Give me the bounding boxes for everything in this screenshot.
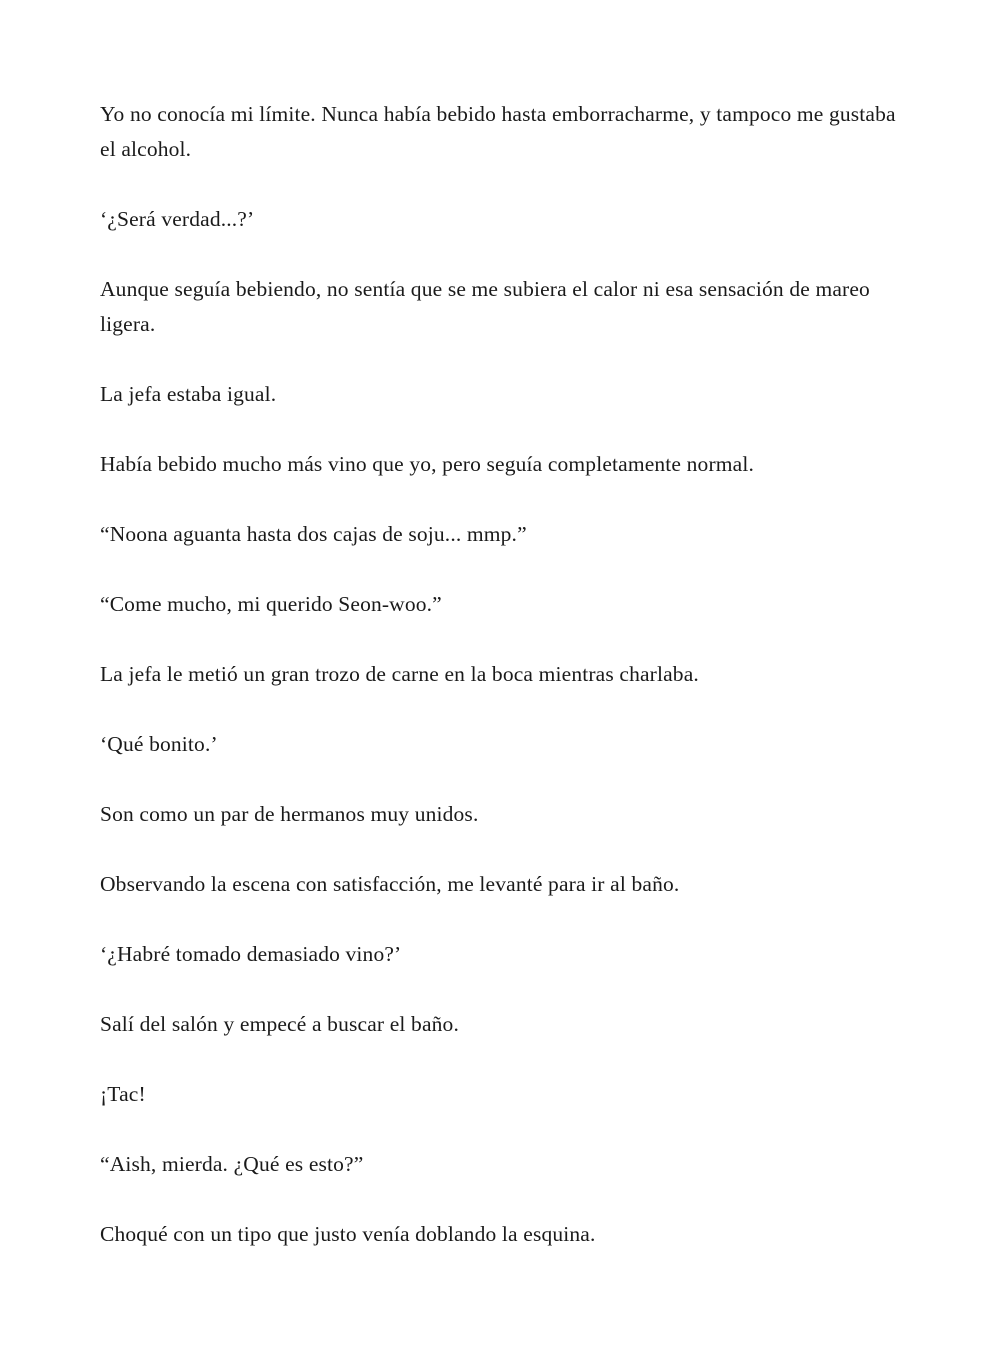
paragraph-narration: Observando la escena con satisfacción, me levanté para ir al baño. [100,872,680,896]
paragraph-sound-effect: ¡Tac! [100,1082,146,1106]
paragraph-narration: Yo no conocía mi límite. Nunca había bebido hasta emborracharme, y tampoco me gustaba el alcohol. [100,102,896,161]
paragraph-thought: ‘Qué bonito.’ [100,732,218,756]
paragraph-narration: Choqué con un tipo que justo venía doblando la esquina. [100,1222,596,1246]
paragraph-narration: Había bebido mucho más vino que yo, pero seguía completamente normal. [100,452,754,476]
paragraph-dialogue: “Come mucho, mi querido Seon-woo.” [100,592,442,616]
paragraph-narration: Aunque seguía bebiendo, no sentía que se me subiera el calor ni esa sensación de mareo ligera. [100,277,870,336]
paragraph-narration: La jefa estaba igual. [100,382,277,406]
paragraph-narration: Salí del salón y empecé a buscar el baño. [100,1012,459,1036]
paragraph-narration: Son como un par de hermanos muy unidos. [100,802,479,826]
document-body [100,97,905,1287]
paragraph-dialogue: “Noona aguanta hasta dos cajas de soju... mmp.” [100,522,527,546]
paragraph-narration: La jefa le metió un gran trozo de carne en la boca mientras charlaba. [100,662,699,686]
paragraph-thought: ‘¿Será verdad...?’ [100,207,255,231]
paragraph-dialogue: “Aish, mierda. ¿Qué es esto?” [100,1152,364,1176]
paragraph-thought: ‘¿Habré tomado demasiado vino?’ [100,942,402,966]
